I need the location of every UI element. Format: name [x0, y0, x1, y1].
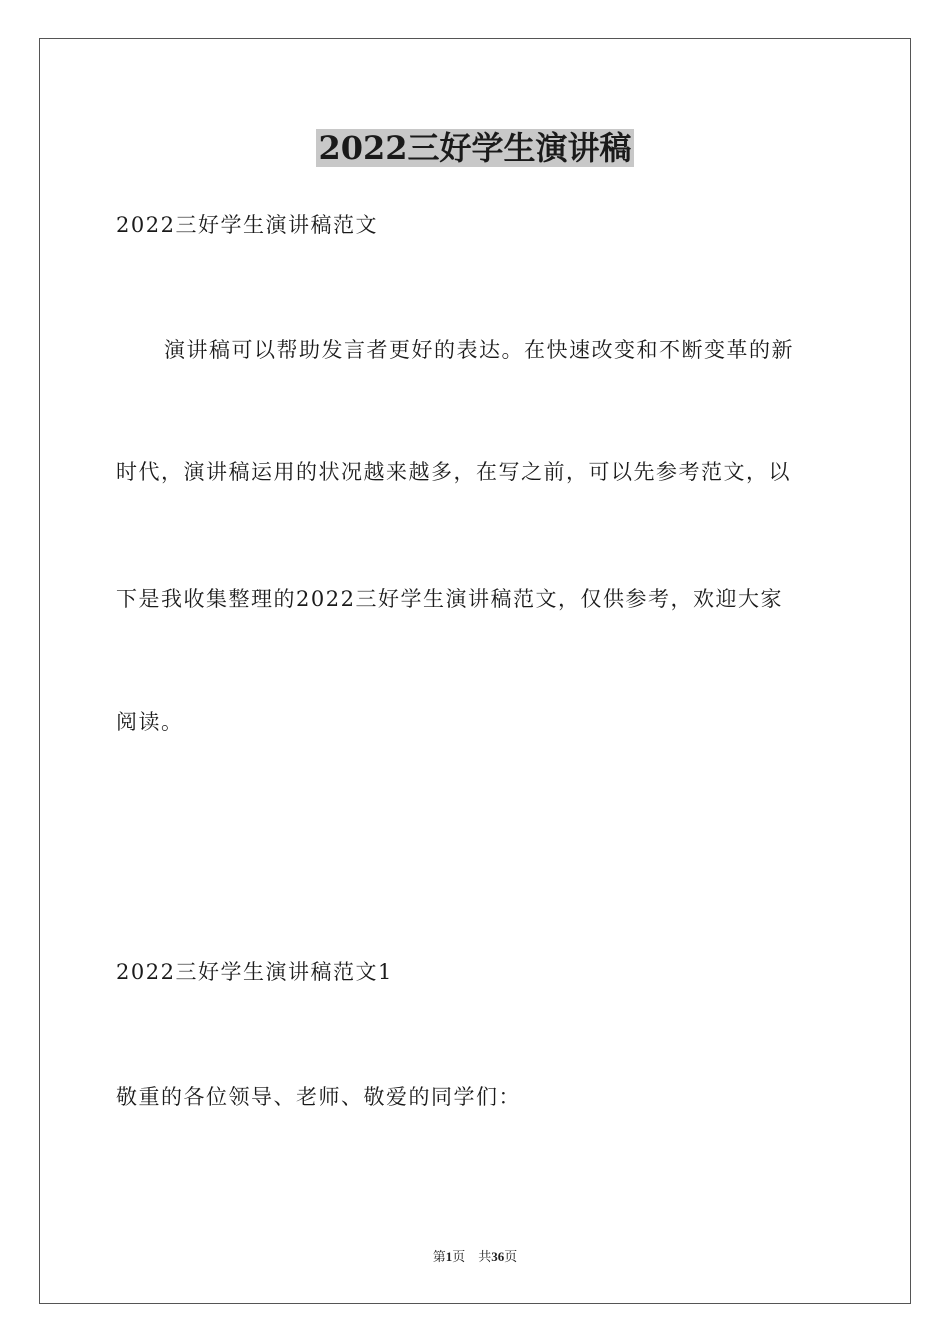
- section-heading: 2022三好学生演讲稿范文1: [116, 960, 393, 984]
- document-title-text: 2022三好学生演讲稿: [318, 129, 632, 167]
- document-title: [0, 126, 950, 170]
- intro-line-4: 阅读。: [116, 710, 184, 734]
- footer-total-pages: 36: [491, 1249, 505, 1264]
- footer-page-prefix: 第: [432, 1249, 446, 1264]
- footer-page-number: 1: [445, 1249, 453, 1264]
- footer-total-prefix: 共: [478, 1249, 492, 1264]
- page-footer: [0, 1248, 950, 1266]
- intro-line-2: 时代，演讲稿运用的状况越来越多，在写之前，可以先参考范文，以: [116, 460, 791, 484]
- salutation: 敬重的各位领导、老师、敬爱的同学们：: [116, 1085, 521, 1109]
- document-subtitle: 2022三好学生演讲稿范文: [116, 213, 378, 237]
- intro-line-1: 演讲稿可以帮助发言者更好的表达。在快速改变和不断变革的新: [164, 338, 794, 362]
- footer-page-suffix: 页: [452, 1249, 466, 1264]
- intro-line-3: 下是我收集整理的2022三好学生演讲稿范文，仅供参考，欢迎大家: [116, 587, 783, 611]
- footer-total-suffix: 页: [504, 1249, 518, 1264]
